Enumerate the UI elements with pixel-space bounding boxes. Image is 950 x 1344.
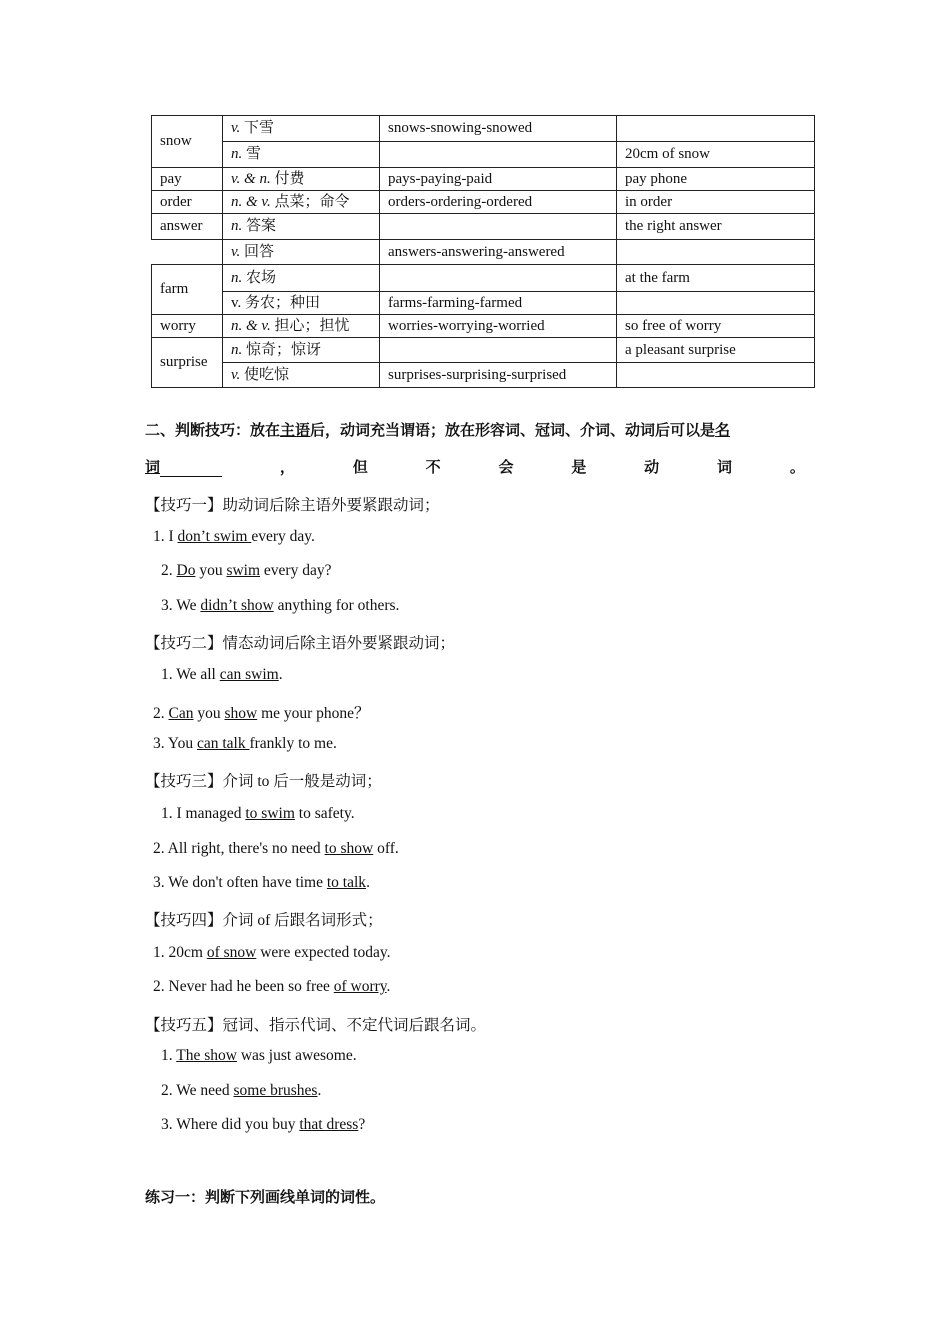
example-sentence: 1. I don’t swim every day. [153, 528, 315, 545]
phrase-cell [617, 116, 815, 142]
table-row [152, 142, 815, 168]
pos-cell: v. & n. 付费 [223, 168, 380, 191]
exercise-title: 练习一：判断下列画线单词的词性。 [145, 1188, 386, 1206]
example-sentence: 2. All right, there's no need to show off. [153, 840, 399, 857]
pos-cell: n. 雪 [223, 142, 380, 168]
word-cell: snow [152, 116, 223, 168]
table-row [152, 214, 815, 240]
phrase-cell [617, 363, 815, 388]
forms-cell: pays-paying-paid [380, 168, 617, 191]
table-row [152, 191, 815, 214]
word-cell: surprise [152, 338, 223, 388]
example-sentence: 2. Never had he been so free of worry. [153, 978, 391, 995]
forms-cell [380, 265, 617, 292]
example-sentence: 3. We didn’t show anything for others. [161, 597, 400, 614]
pos-cell: v. 下雪 [223, 116, 380, 142]
phrase-cell: a pleasant surprise [617, 338, 815, 363]
pos-cell: n. 答案 [223, 214, 380, 240]
tip-title: 【技巧一】助动词后除主语外要紧跟动词； [145, 497, 440, 514]
tip-title: 【技巧三】介词 to 后一般是动词； [145, 773, 382, 790]
tip-title: 【技巧二】情态动词后除主语外要紧跟动词； [145, 635, 456, 652]
pos-cell: n. 农场 [223, 265, 380, 292]
tip-title: 【技巧四】介词 of 后跟名词形式； [145, 912, 383, 929]
example-sentence: 2. Do you swim every day? [161, 562, 332, 579]
word-cell: farm [152, 265, 223, 315]
tip-title: 【技巧五】冠词、指示代词、不定代词后跟名词。 [145, 1017, 487, 1034]
pos-cell: v. 回答 [223, 240, 380, 265]
example-sentence: 3. We don't often have time to talk. [153, 874, 370, 891]
phrase-cell [617, 240, 815, 265]
pos-cell: n. & v. 担心；担忧 [223, 315, 380, 338]
example-sentence: 3. You can talk frankly to me. [153, 735, 337, 752]
forms-cell: answers-answering-answered [380, 240, 617, 265]
word-cell [152, 240, 223, 265]
phrase-cell: pay phone [617, 168, 815, 191]
forms-cell: worries-worrying-worried [380, 315, 617, 338]
table-row [152, 116, 815, 142]
example-sentence: 1. 20cm of snow were expected today. [153, 944, 391, 961]
phrase-cell: the right answer [617, 214, 815, 240]
section-heading-continued: 词 ， 但 不 会 是 动 词 。 [145, 458, 805, 476]
phrase-cell: in order [617, 191, 815, 214]
phrase-cell: 20cm of snow [617, 142, 815, 168]
table-row [152, 315, 815, 338]
pos-cell: v. 务农；种田 [223, 292, 380, 315]
pos-cell: n. 惊奇；惊讶 [223, 338, 380, 363]
pos-cell: n. & v. 点菜；命令 [223, 191, 380, 214]
section-heading: 二、判断技巧：放在主语后，动词充当谓语；放在形容词、冠词、介词、动词后可以是名 [145, 421, 731, 439]
forms-cell: orders-ordering-ordered [380, 191, 617, 214]
word-cell: order [152, 191, 223, 214]
forms-cell [380, 214, 617, 240]
forms-cell [380, 338, 617, 363]
example-sentence: 2. Can you show me your phone？ [153, 705, 370, 722]
phrase-cell [617, 292, 815, 315]
word-cell: worry [152, 315, 223, 338]
word-cell: answer [152, 214, 223, 240]
table-row [152, 240, 815, 265]
example-sentence: 2. We need some brushes. [161, 1082, 322, 1099]
table-row [152, 363, 815, 388]
table-row [152, 265, 815, 292]
vocabulary-table [151, 115, 815, 388]
example-sentence: 3. Where did you buy that dress? [161, 1116, 366, 1133]
forms-cell: surprises-surprising-surprised [380, 363, 617, 388]
word-cell: pay [152, 168, 223, 191]
example-sentence: 1. We all can swim. [161, 666, 283, 683]
table-row [152, 292, 815, 315]
phrase-cell: at the farm [617, 265, 815, 292]
forms-cell: farms-farming-farmed [380, 292, 617, 315]
example-sentence: 1. The show was just awesome. [161, 1047, 357, 1064]
phrase-cell: so free of worry [617, 315, 815, 338]
table-row [152, 338, 815, 363]
example-sentence: 1. I managed to swim to safety. [161, 805, 355, 822]
forms-cell [380, 142, 617, 168]
pos-cell: v. 使吃惊 [223, 363, 380, 388]
forms-cell: snows-snowing-snowed [380, 116, 617, 142]
table-row [152, 168, 815, 191]
